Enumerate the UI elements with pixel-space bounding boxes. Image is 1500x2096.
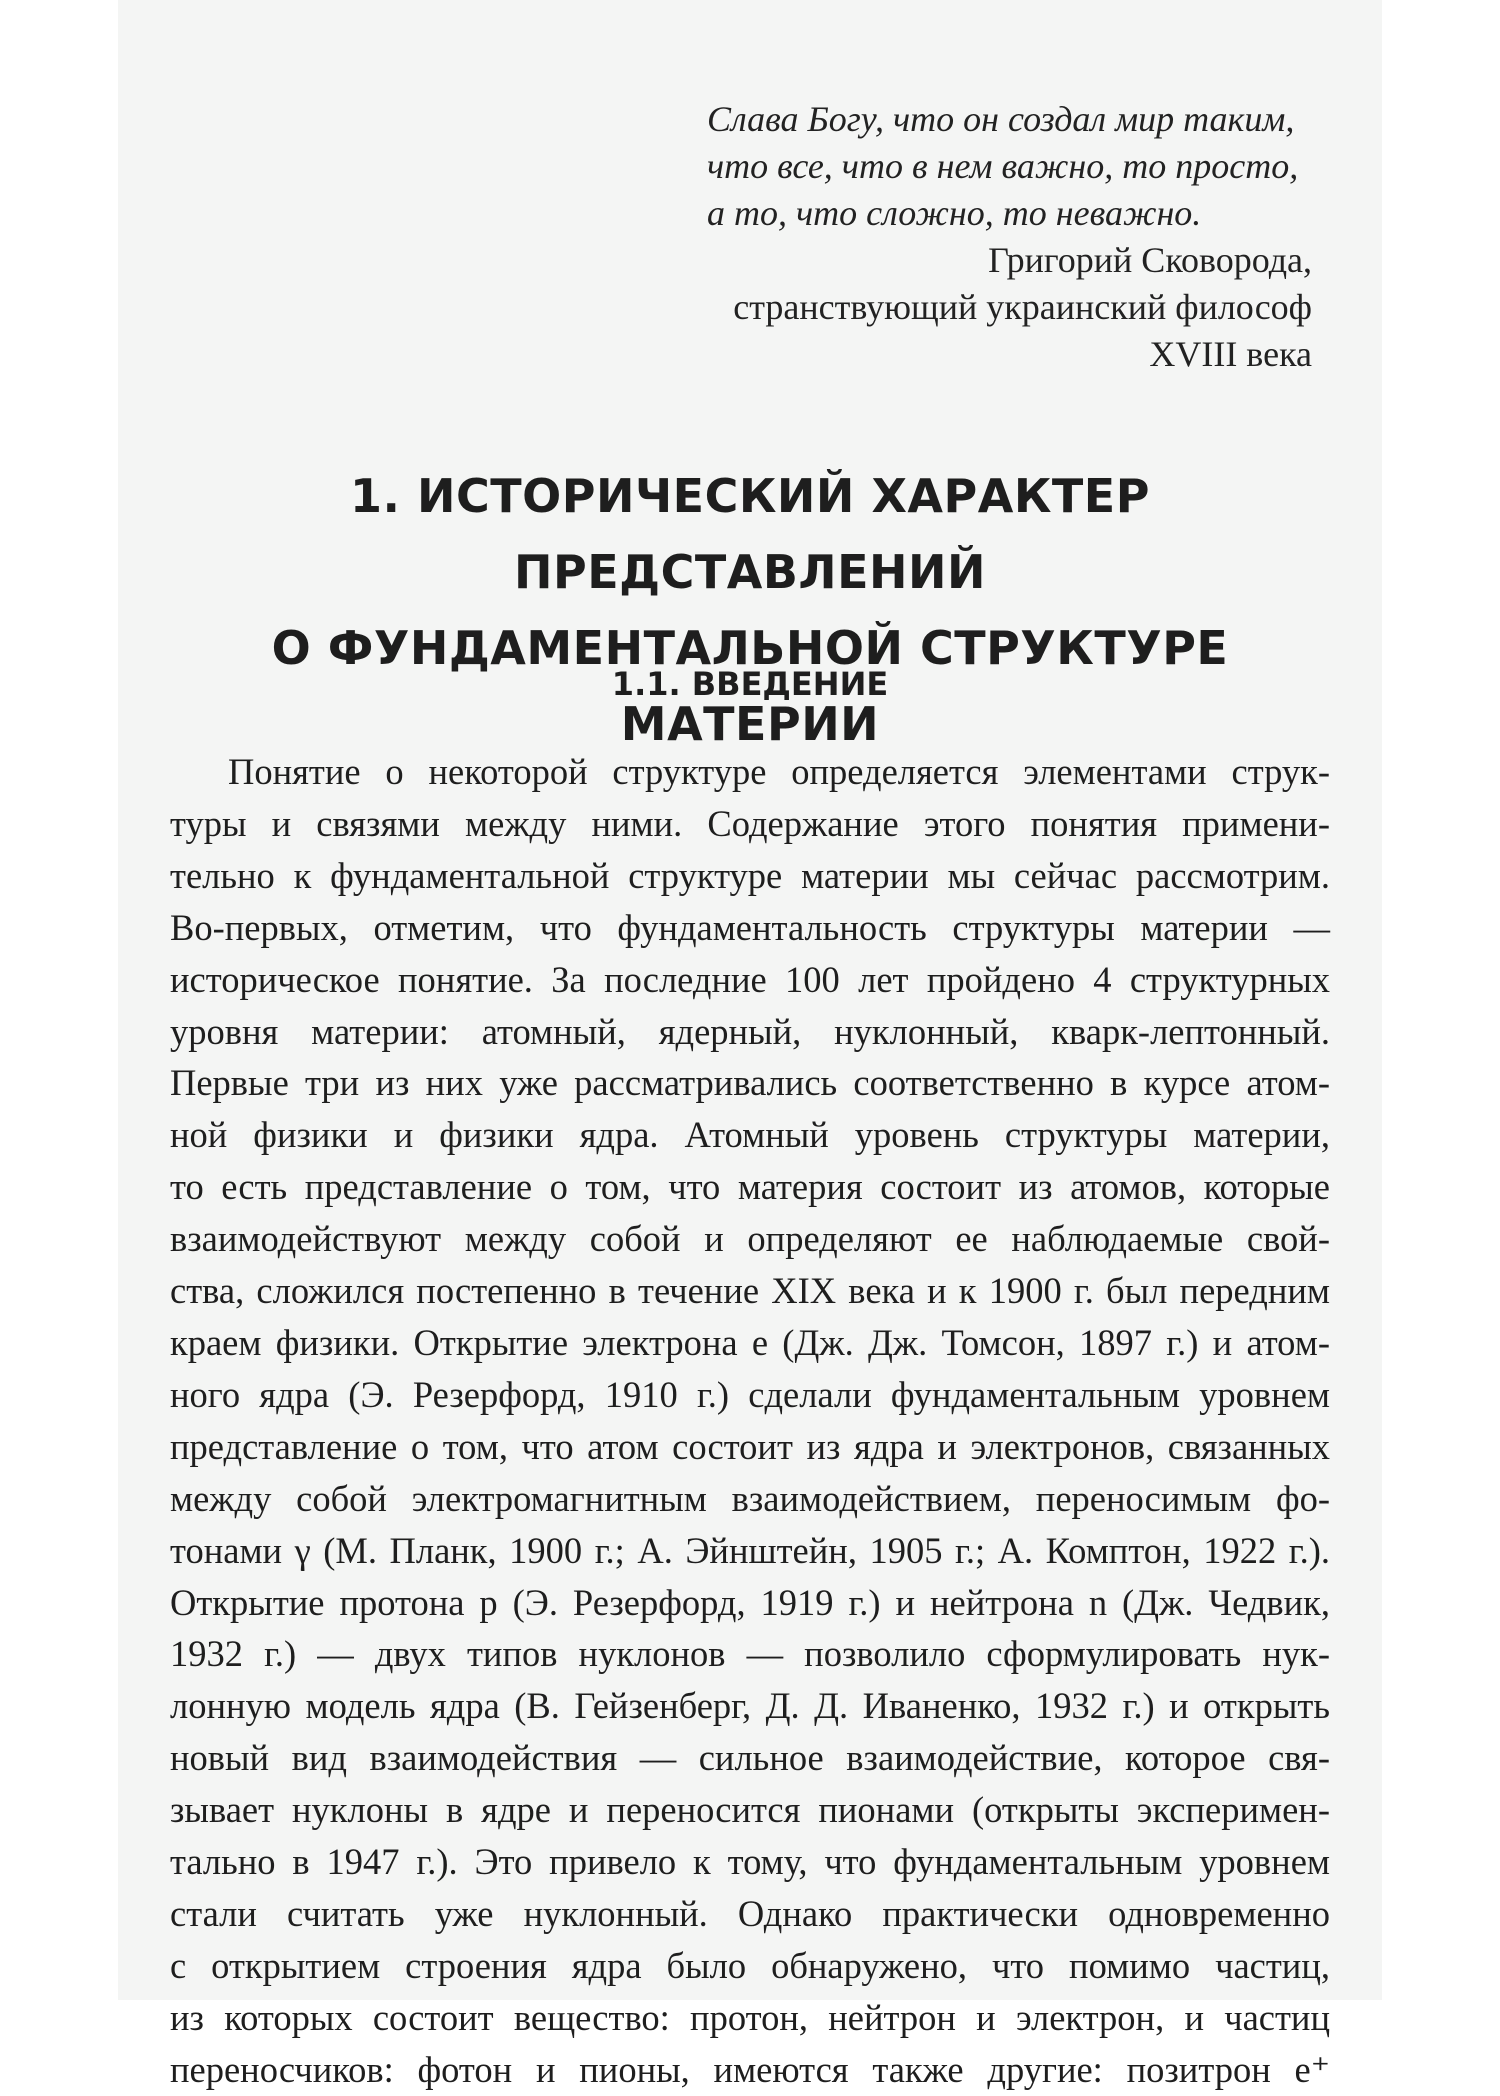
epigraph-author-line: странствующий украинский философ — [733, 287, 1312, 327]
chapter-title-line: О ФУНДАМЕНТАЛЬНОЙ СТРУКТУРЕ МАТЕРИИ — [271, 621, 1229, 751]
page-edge-right — [1382, 0, 1400, 2000]
epigraph — [592, 96, 1312, 378]
section-title: 1.1. ВВЕДЕНИЕ — [611, 665, 889, 703]
epigraph-author-line: Григорий Сковорода, — [988, 240, 1312, 280]
epigraph-quote-line: что все, что в нем важно, то просто, — [707, 146, 1299, 186]
paragraph-line: тально в 1947 г.). Это привело к тому, что фундаментальным уровнем — [170, 1841, 1330, 1883]
paragraph-line: уровня материи: атомный, ядерный, нуклонный, кварк-лептонный. — [170, 1010, 1330, 1052]
paragraph-line: стали считать уже нуклонный. Однако практически одновременно — [170, 1892, 1330, 1934]
paragraph-line: с открытием строения ядра было обнаружено, что помимо частиц, — [170, 1944, 1330, 1986]
page-edge-left — [100, 0, 118, 2000]
paragraph-line: зывает нуклоны в ядре и переносится пионами (открыты эксперимен- — [170, 1789, 1330, 1831]
paragraph-line: историческое понятие. За последние 100 лет пройдено 4 структурных — [170, 958, 1330, 1000]
paragraph-line: тонами γ (М. Планк, 1900 г.; А. Эйнштейн, 1905 г.; А. Комптон, 1922 г.). — [170, 1529, 1330, 1571]
paragraph-line: ства, сложился постепенно в течение XIX века и к 1900 г. был передним — [170, 1270, 1330, 1312]
chapter-title — [175, 458, 1325, 762]
paragraph-line: то есть представление о том, что материя состоит из атомов, которые — [170, 1166, 1330, 1208]
paragraph-line: лонную модель ядра (В. Гейзенберг, Д. Д. Иваненко, 1932 г.) и открыть — [170, 1685, 1330, 1727]
epigraph-author-line: XVIII века — [1149, 334, 1312, 374]
paragraph-line: ного ядра (Э. Резерфорд, 1910 г.) сделали фундаментальным уровнем — [170, 1373, 1330, 1415]
paragraph-line: краем физики. Открытие электрона e (Дж. Дж. Томсон, 1897 г.) и атом- — [170, 1321, 1330, 1363]
paragraph-line: ной физики и физики ядра. Атомный уровень структуры материи, — [170, 1114, 1330, 1156]
body-paragraph — [170, 746, 1330, 2096]
chapter-title-line: 1. ИСТОРИЧЕСКИЙ ХАРАКТЕР ПРЕДСТАВЛЕНИЙ — [350, 469, 1150, 599]
paragraph-line: между собой электромагнитным взаимодействием, переносимым фо- — [170, 1477, 1330, 1519]
epigraph-author — [592, 237, 1312, 378]
paragraph-line: Первые три из них уже рассматривались соответственно в курсе атом- — [170, 1062, 1330, 1104]
paragraph-line: туры и связями между ними. Содержание этого понятия примени- — [170, 802, 1330, 844]
epigraph-quote-line: Слава Богу, что он создал мир таким, — [707, 99, 1295, 139]
paragraph-line: Понятие о некоторой структуре определяется элементами струк- — [228, 751, 1330, 792]
epigraph-quote — [592, 96, 1312, 237]
paragraph-line: Открытие протона p (Э. Резерфорд, 1919 г.) и нейтрона n (Дж. Чедвик, — [170, 1581, 1330, 1623]
paragraph-line: взаимодействуют между собой и определяют ее наблюдаемые свой- — [170, 1218, 1330, 1260]
paragraph-line: представление о том, что атом состоит из ядра и электронов, связанных — [170, 1425, 1330, 1467]
epigraph-quote-line: а то, что сложно, то неважно. — [707, 193, 1202, 233]
paragraph-line: 1932 г.) — двух типов нуклонов — позволило сформулировать нук- — [170, 1633, 1330, 1675]
paragraph-line: Во-первых, отметим, что фундаментальность структуры материи — — [170, 906, 1330, 948]
paragraph-line: новый вид взаимодействия — сильное взаимодействие, которое свя- — [170, 1737, 1330, 1779]
paragraph-line: тельно к фундаментальной структуре материи мы сейчас рассмотрим. — [170, 854, 1330, 896]
paragraph-line: переносчиков: фотон и пионы, имеются также другие: позитрон e⁺ — [170, 2048, 1330, 2090]
paragraph-line: из которых состоит вещество: протон, нейтрон и электрон, и частиц — [170, 1996, 1330, 2038]
